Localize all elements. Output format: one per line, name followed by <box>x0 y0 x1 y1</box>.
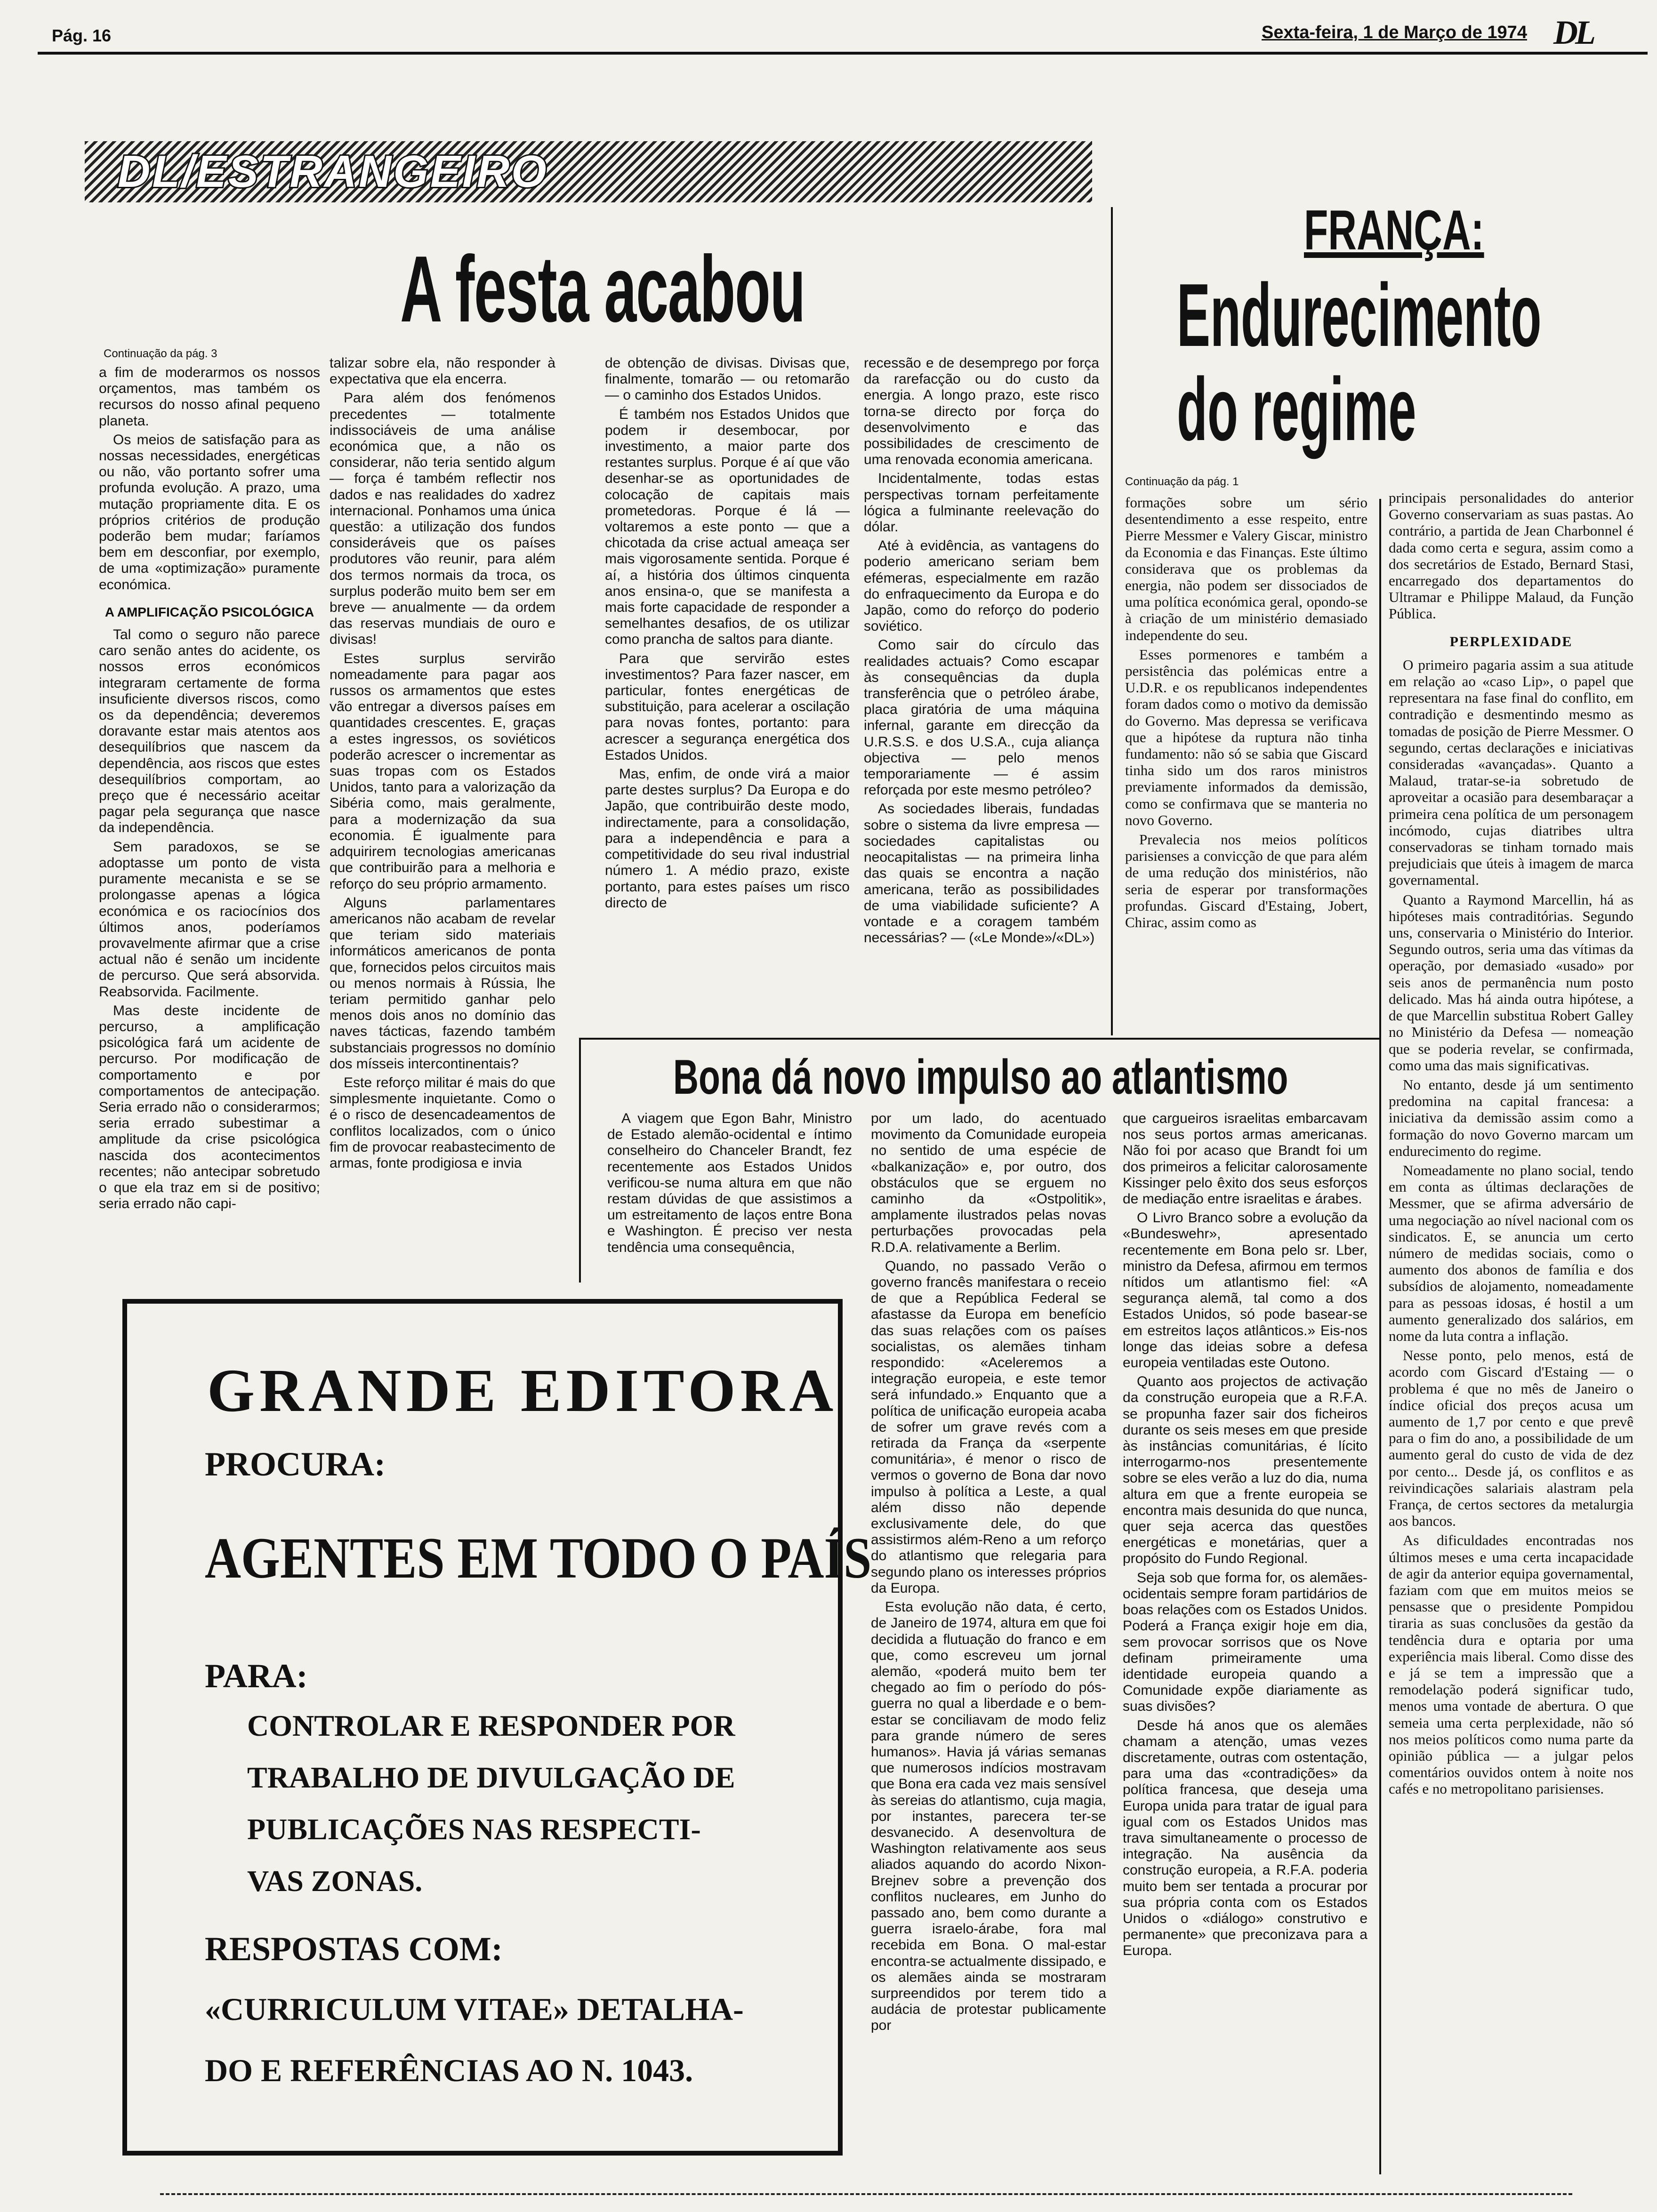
paragraph: recessão e de desemprego por força da rarefacção ou do custo da energia. A longo prazo, este risco torna-se directo por força do desenvolvimento e das possibilidades de crescimento de uma renovada economia americana. <box>864 355 1099 468</box>
paragraph: de obtenção de divisas. Divisas que, finalmente, tomarão — ou retomarão — o caminho dos Estados Unidos. <box>605 355 850 403</box>
article-festa-title: A festa acabou <box>400 237 805 342</box>
paragraph: No entanto, desde já um sentimento predomina na capital francesa: a iniciativa da demissão assim como a formação do novo Governo marcam um endurecimento do regime. <box>1389 1076 1633 1159</box>
title-line: Endurecimento <box>1177 265 1542 365</box>
article-festa-column-2 <box>330 355 555 1171</box>
cut-line <box>160 2193 1572 2195</box>
paragraph: Para além dos fenómenos precedentes — totalmente indissociáveis de uma análise económica que, a não os considerar, não teria sentido algum — força é também reflectir nos dados e nas realidades do xadrez internacional. Ponhamos uma única questão: a utilização dos fundos consideráveis que os países produtores vão reunir, para além dos termos normais da troca, os surplus poderão muito bem ser em breve — anualmente — da ordem das reservas mundiais de ouro e divisas! <box>330 390 555 648</box>
column-rule <box>1111 207 1113 1035</box>
article-franca-title <box>1177 265 1542 459</box>
article-franca-column-2 <box>1389 489 1633 2174</box>
paragraph: Nomeadamente no plano social, tendo em conta as últimas declarações de Messmer, que se afirma adversário de uma negociação ao nível nacional com os sindicatos. E, se anuncia um certo número de medidas sociais, como o aumento dos abonos de família e dos subsídios de alojamento, nomeadamente para as pessoas idosas, é hostil a um aumento generalizado dos salários, em nome da luta contra a inflação. <box>1389 1162 1633 1344</box>
paragraph: Desde há anos que os alemães chamam a atenção, umas vezes discretamente, outras com ostentação, para uma das «contradições» da política francesa, que deseja uma Europa unida para tratar de igual para igual com os Estados Unidos mas trava simultaneamente o processo de integração. Na ausência da construção europeia, a R.F.A. poderia muito bem ser tentada a procurar por sua própria conta com os Estados Unidos o «diálogo» construtivo e permanente» que preconizava para a Europa. <box>1123 1717 1367 1959</box>
paragraph: Os meios de satisfação para as nossas necessidades, energéticas ou não, vão portanto sofrer uma profunda evolução. A prazo, uma mutação propriamente dita. E os próprios critérios de produção poderão bem mudar; faríamos bem em desconfiar, por exemplo, de uma «optimização» puramente económica. <box>99 432 320 593</box>
newspaper-logo: DL <box>1553 14 1593 51</box>
ad-reference: DO E REFERÊNCIAS AO N. 1043. <box>205 2052 693 2088</box>
article-festa-column-1 <box>99 365 320 1212</box>
section-banner-text: DL/ESTRANGEIRO <box>118 146 548 197</box>
paragraph: As sociedades liberais, fundadas sobre o sistema da livre empresa — sociedades capitalistas ou neocapitalistas — na primeira linha das quais se encontra a nação americana, terão as possibilidades de uma viabilidade suficiente? A vontade e a coragem também necessárias? — («Le Monde»/«DL») <box>864 801 1099 946</box>
advertisement-box <box>122 1299 872 2156</box>
paragraph: Esta evolução não data, é certo, de Janeiro de 1974, altura em que foi decidida a flutuação do franco e em que, como escreveu um jornal alemão, «poderá muito bem ter chegado ao fim o período do pós-guerra no qual a liberdade e o bem-estar se conciliavam de modo feliz para grande número de seres humanos». Havia já várias semanas que numerosos indícios mostravam que Bona era cada vez mais sensível às sereias do atlantismo, cuja magia, por instantes, parecera ter-se desvanecido. A desenvoltura de Washington relativamente aos seus aliados aquando do acordo Nixon-Brejnev sobre a prevenção dos conflitos nucleares, em Junho do passado ano, bem como durante a guerra israelo-árabe, fora mal recebida em Bona. O mal-estar encontra-se actualmente dissipado, e os alemães ainda se mostraram surpreendidos por terem tido a audácia de protestar publicamente por <box>871 1599 1106 2034</box>
paragraph: por um lado, do acentuado movimento da Comunidade europeia no sentido de uma espécie de «balkanização» e, por outro, dos obstáculos que se erguem no caminho da «Ostpolitik», amplamente ilustrados pelas novas perturbações provocadas pela R.D.A. relativamente a Berlim. <box>871 1111 1106 1255</box>
ad-title: GRANDE EDITORA <box>207 1357 838 1425</box>
ad-line: CONTROLAR E RESPONDER POR <box>247 1709 735 1742</box>
article-franca-subhead: PERPLEXIDADE <box>1449 633 1573 649</box>
paragraph: O Livro Branco sobre a evolução da «Bundeswehr», apresentado recentemente em Bona pelo sr. Lber, ministro da Defesa, afirmou em termos nítidos um atlantismo fiel: «A segurança alemã, tal como a dos Estados Unidos, só pode basear-se em estreitos laços atlânticos.» Eis-nos longe das ideias sobre a defesa europeia ventiladas este Outono. <box>1123 1210 1367 1371</box>
paragraph: O primeiro pagaria assim a sua atitude em relação ao «caso Lip», o papel que representara na fase final do conflito, em contradição e desmentindo mesmo as tomadas de posição de Pierre Messmer. O segundo, certas declarações e iniciativas consideradas «avançadas». Quanto a Malaud, tratar-se-ia sobretudo de aproveitar a ocasião para desembaraçar a primeira cena política de um personagem incómodo, cujas diatribes ultra conservadoras se tinham tornado mais prejudiciais que úteis à imagem de marca governamental. <box>1389 656 1633 889</box>
paragraph: Como sair do círculo das realidades actuais? Como escapar às consequências da dupla transferência que o petróleo árabe, placa giratória de uma máquina infernal, garante em direcção da U.R.S.S. e dos U.S.A., cuja aliança objectiva — pelo menos temporariamente — é assim reforçada por este mesmo petróleo? <box>864 637 1099 798</box>
article-franca-column-1 <box>1125 494 1367 1035</box>
ad-line: TRABALHO DE DIVULGAÇÃO DE <box>247 1761 735 1794</box>
ad-curriculum: «CURRICULUM VITAE» DETALHA- <box>205 1991 744 2027</box>
article-bona-column-3 <box>1123 1111 1367 2170</box>
paragraph: Mas, enfim, de onde virá a maior parte destes surplus? Da Europa e do Japão, que contribuirão deste modo, indirectamente, para a consolidação, para a independência e para a competitividade do seu rival industrial número 1. A médio prazo, existe portanto, para estes países um risco directo de <box>605 766 850 911</box>
paragraph: Nesse ponto, pelo menos, está de acordo com Giscard d'Estaing — o problema é que no mês de Janeiro o índice oficial dos preços acusa um aumento de 1,7 por cento e que prevê para o fim do ano, a possibilidade de um aumento geral do custo de vida de dez por cento... Desde já, os conflitos e as reivindicações salariais alastram pela França, de certos sectores da metalurgia aos bancos. <box>1389 1347 1633 1530</box>
section-rule <box>579 1038 1379 1040</box>
article-festa-subhead: A AMPLIFICAÇÃO PSICOLÓGICA <box>105 604 314 619</box>
paragraph: Esses pormenores e também a persistência das polémicas entre a U.D.R. e os republicanos independentes foram dados como o motivo da demissão do Governo. Mas depressa se verificava que a hipótese da ruptura não tinha fundamento: não só se sabia que Giscard tinha sido um dos raros ministros previamente informados da demissão, como se confirmava que se manteria no novo Governo. <box>1125 646 1367 828</box>
ad-para: PARA: <box>205 1657 308 1695</box>
column-rule <box>579 1038 581 1282</box>
paragraph: principais personalidades do anterior Governo conservariam as suas pastas. Ao contrário, a partida de Jean Charbonnel é dada como certa e segura, assim como a dos secretários de Estado, Bernard Stasi, encarregado dos departamentos do Ultramar e Philippe Malaud, da Função Pública. <box>1389 489 1633 622</box>
paragraph: formações sobre um sério desentendimento a esse respeito, entre Pierre Messmer e Valery Giscar, ministro da Economia e das Finanças. Este último considerava que os problemas da energia, não podem ser dissociados de uma política económica geral, opondo-se à criação de um ministério demasiado independente do seu. <box>1125 494 1367 643</box>
header-rule <box>38 52 1648 55</box>
page-number: Pág. 16 <box>52 26 112 45</box>
paragraph: A viagem que Egon Bahr, Ministro de Estado alemão-ocidental e íntimo conselheiro do Chanceler Brandt, fez recentemente aos Estados Unidos verificou-se numa altura em que não restam dúvidas de que assistimos a um estreitamento de laços entre Bona e Washington. É preciso ver nesta tendência uma consequência, <box>607 1111 852 1255</box>
paragraph: Quanto a Raymond Marcellin, há as hipóteses mais contraditórias. Segundo uns, conservaria o Ministério do Interior. Segundo outros, seria uma das vítimas da operação, por demasiado «usado» por seis anos de permanência num posto delicado. Mas há ainda outra hipótese, a de que Marcellin substitua Robert Galley no Ministério da Defesa — nomeação que se poderia revelar, se confirmada, como uma das mais significativas. <box>1389 891 1633 1074</box>
paragraph: Alguns parlamentares americanos não acabam de revelar que teriam sido materiais informáticos americanos de ponta que, fornecidos pelos circuitos mais ou menos normais à Rússia, lhe teriam permitido ganhar pelo menos dois anos no domínio das naves tácticas, fazendo também substanciais progressos no domínio dos mísseis intercontinentais? <box>330 895 555 1072</box>
issue-date: Sexta-feira, 1 de Março de 1974 <box>1262 23 1527 42</box>
paragraph: Seja sob que forma for, os alemães-ocidentais sempre foram partidários de boas relações com os Estados Unidos. Poderá a França exigir hoje em dia, sem provocar sorrisos que os Nove definam primeiramente uma identidade europeia quando a Comunidade expõe diariamente as suas divisões? <box>1123 1570 1367 1715</box>
ad-procura: PROCURA: <box>205 1445 386 1483</box>
title-line: do regime <box>1177 360 1416 459</box>
paragraph: As dificuldades encontradas nos últimos meses e uma certa incapacidade de agir da anterior equipa governamental, faziam com que em muitos meios se pensasse que o presidente Pompidou tiraria as suas conclusões da gestão da tendência dura e optaria por uma experiência mais liberal. Como disse des e já se tem a impressão que a remodelação poderá significar tudo, menos uma vontade de abertura. O que semeia uma certa perplexidade, não só nos meios políticos como numa parte da opinião pública — a julgar pelos comentários ouvidos ontem à noite nos cafés e no metropolitano parisienses. <box>1389 1532 1633 1797</box>
article-bona-column-2 <box>871 1111 1106 2170</box>
paragraph: talizar sobre ela, não responder à expectativa que ela encerra. <box>330 355 555 387</box>
paragraph: Tal como o seguro não parece caro senão antes do acidente, os nossos erros económicos integraram certamente de forma insuficiente diversos riscos, como os da dependência; deveremos doravante estar mais atentos aos desequilíbrios que nascem da dependência, aos riscos que estes desequilíbrios comportam, ao preço que é necessário aceitar pagar pela segurança que nasce da independência. <box>99 627 320 836</box>
paragraph: Estes surplus servirão nomeadamente para pagar aos russos os armamentos que estes vão entregar a diversos países em quantidades crescentes. E, graças a estes ingressos, os soviéticos poderão acrescer o incrementar as suas tropas com os Estados Unidos, tanto para a valorização da Sibéria como, mais geralmente, para a modernização da sua economia. É igualmente para adquirirem tecnologias americanas que contribuirão para a melhoria e reforço do seu próprio armamento. <box>330 650 555 892</box>
ad-line: PUBLICAÇÕES NAS RESPECTI- <box>247 1812 701 1846</box>
article-franca-continuation: Continuação da pág. 1 <box>1125 475 1239 488</box>
paragraph: Sem paradoxos, se se adoptasse um ponto de vista puramente mecanista e se se prolongasse apenas a lógica económica e os raciocínios dos últimos anos, poderíamos provavelmente afirmar que a crise actual não é senão um incidente de percurso. Que será absorvida. Reabsorvida. Facilmente. <box>99 839 320 1000</box>
paragraph: Para que servirão estes investimentos? Para fazer nascer, em particular, fontes energéticas de substituição, para acelerar a oscilação para novas fontes, portanto: para acrescer a segurança energética dos Estados Unidos. <box>605 650 850 763</box>
paragraph: É também nos Estados Unidos que podem ir desembocar, por investimento, a maior parte dos restantes surplus. Porque é aí que vão desenhar-se as oportunidades de colocação de capitais mais prometedoras. Porque é lá — voltaremos a este ponto — que a chicotada da crise actual ameaça ser mais vigorosamente sentida. Porque é aí, a história dos últimos cinquenta anos ensina-o, que se manifesta a mais forte capacidade de responder a semelhantes desafios, de os utilizar como prancha de saltos para diante. <box>605 406 850 648</box>
ad-agentes: AGENTES EM TODO O PAÍS <box>205 1526 872 1590</box>
paragraph: Quando, no passado Verão o governo francês manifestara o receio de que a República Federal se afastasse da Europa em benefício das suas relações com os países socialistas, os alemães tinham respondido: «Aceleremos a integração europeia, e este temor será infundado.» Enquanto que a política de unificação europeia acaba de sofrer um grave revés com a retirada da França da «serpente comunitária», é menor o risco de vermos o governo de Bona dar novo impulso à política a Leste, a qual além disso não depende exclusivamente dele, do que assistirmos além-Reno a um reforço do atlantismo que relegaria para segundo plano os interesses próprios da Europa. <box>871 1258 1106 1596</box>
article-festa-continuation: Continuação da pág. 3 <box>104 347 217 360</box>
article-bona-title: Bona dá novo impulso ao atlantismo <box>673 1050 1288 1105</box>
column-rule <box>1379 499 1381 2174</box>
article-bona-column-1 <box>607 1111 852 1280</box>
paragraph: que cargueiros israelitas embarcavam nos seus portos armas americanas. Não foi por acaso que Brandt foi um dos primeiros a felicitar calorosamente Kissinger pelo êxito dos seus esforços de mediação entre israelitas e árabes. <box>1123 1111 1367 1207</box>
paragraph: Até à evidência, as vantagens do poderio americano seriam bem efémeras, especialmente em razão do enfraquecimento da Europa e do Japão, como do reforço do poderio soviético. <box>864 538 1099 634</box>
article-franca-kicker: FRANÇA: <box>1304 199 1484 262</box>
paragraph: a fim de moderarmos os nossos orçamentos, mas também os recursos do nosso afinal pequeno planeta. <box>99 365 320 429</box>
article-festa-column-4 <box>864 355 1099 1033</box>
ad-line: VAS ZONAS. <box>247 1864 423 1898</box>
paragraph: Este reforço militar é mais do que simplesmente inquietante. Como o é o risco de desencadeamentos de conflitos localizados, com o único fim de provocar reabastecimento de armas, fonte prodigiosa e invia <box>330 1074 555 1171</box>
paragraph: Incidentalmente, todas estas perspectivas tornam perfeitamente lógica a fulminante reelevação do dólar. <box>864 471 1099 535</box>
article-festa-column-3 <box>605 355 850 1033</box>
paragraph: Prevalecia nos meios políticos parisienses a convicção de que para além de uma redução dos ministérios, não seria de esperar por transformações profundas. Giscard d'Estaing, Jobert, Chirac, assim como as <box>1125 831 1367 931</box>
paragraph: Quanto aos projectos de activação da construção europeia que a R.F.A. se propunha fazer sair dos ficheiros durante os seis meses em que preside às instâncias comunitárias, é lícito interrogarmo-nos presentemente sobre se eles verão a luz do dia, numa altura em que a frente europeia se encontra mais desunida do que nunca, quer seja acerca das questões energéticas e monetárias, quer a propósito do Fundo Regional. <box>1123 1374 1367 1567</box>
ad-respostas: RESPOSTAS COM: <box>205 1930 503 1968</box>
paragraph: Mas deste incidente de percurso, a amplificação psicológica fará um acidente de percurso. Por modificação de comportamento e por comportamentos de antecipação. Seria errado não o considerarmos; seria errado subestimar a amplitude da crise psicológica nascida dos acontecimentos recentes; não antecipar sobretudo o que ela traz em si de positivo; seria errado não capi- <box>99 1002 320 1212</box>
